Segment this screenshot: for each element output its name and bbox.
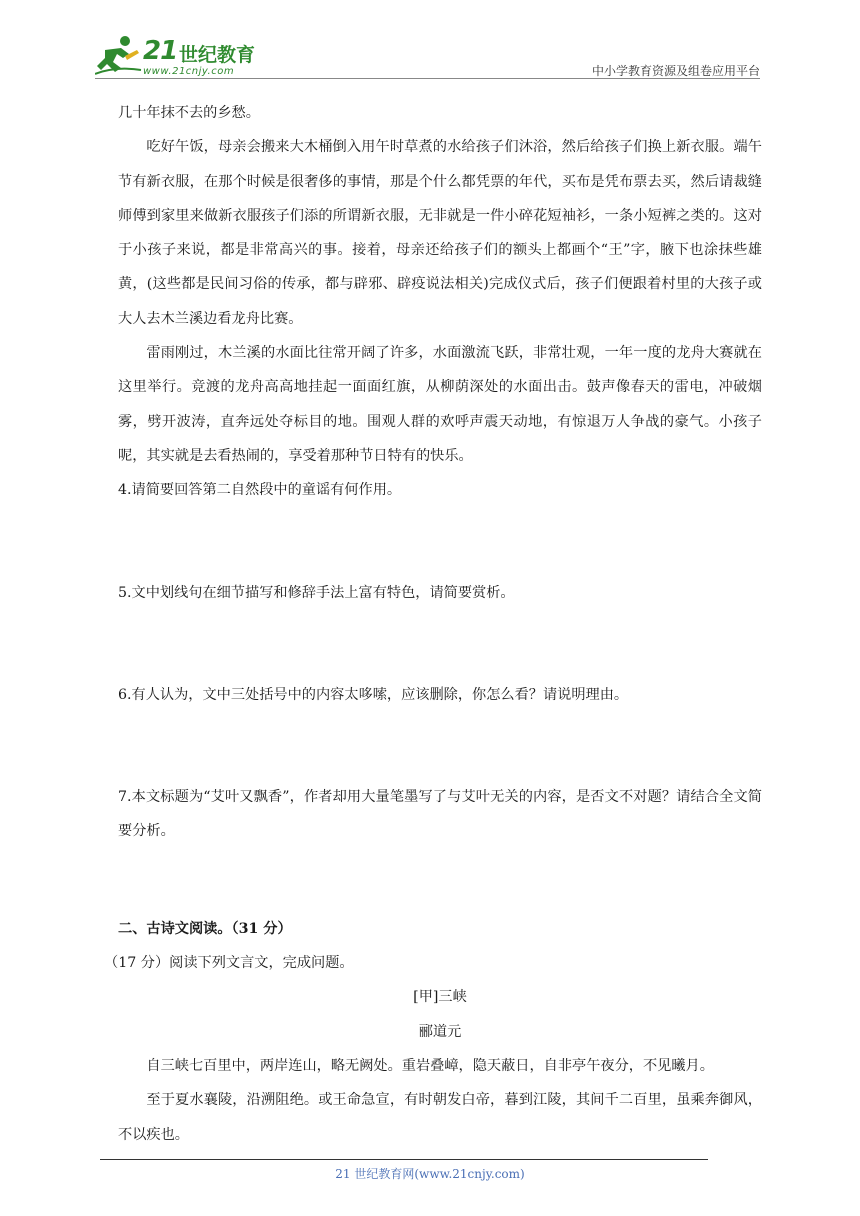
question-7: 7.本文标题为“艾叶又飘香”，作者却用大量笔墨写了与艾叶无关的内容，是否文不对题？请结合全文简要分析。	[118, 789, 762, 840]
paragraph: 自三峡七百里中，两岸连山，略无阙处。重岩叠嶂，隐天蔽日，自非亭午夜分，不见曦月。	[146, 1057, 714, 1074]
logo-number: 21	[143, 36, 178, 66]
logo-text: 世纪教育	[179, 44, 256, 66]
poem-title: [甲]三峡	[413, 989, 467, 1006]
logo	[95, 30, 265, 80]
paragraph: 至于夏水襄陵，沿溯阻绝。或王命急宣，有时朝发白帝，暮到江陵，其间千二百里，虽乘奔御风，不以疾也。	[118, 1092, 762, 1143]
section-title: 二、古诗文阅读。（31 分）	[118, 920, 292, 937]
paragraph: 几十年抹不去的乡愁。	[118, 105, 260, 121]
runner-logo-icon	[95, 34, 143, 76]
footer-divider	[100, 1159, 708, 1160]
question-4: 4.请简要回答第二自然段中的童谣有何作用。	[118, 482, 402, 499]
answer-space	[118, 610, 762, 678]
paragraph: 雷雨刚过，木兰溪的水面比往常开阔了许多，水面激流飞跃，非常壮观，一年一度的龙舟大赛就在这里举行。竞渡的龙舟高高地挂起一面面红旗，从柳荫深处的水面出击。鼓声像春天的雷电，冲破烟雾，劈开波涛，直奔远处夺标目的地。围观人群的欢呼声震天动地，有惊退万人争战的豪气。小孩子呢，其实就是去看热闹的，享受着那种节日特有的快乐。	[118, 345, 762, 464]
answer-space	[118, 508, 762, 576]
logo-url: www.21cnjy.com	[143, 66, 235, 77]
poem-author: 郦道元	[418, 1023, 462, 1040]
page-header	[95, 30, 760, 80]
header-divider	[95, 78, 760, 79]
answer-space	[118, 849, 762, 912]
footer-text: 21 世纪教育网(www.21cnjy.com)	[335, 1167, 525, 1181]
platform-name: 中小学教育资源及组卷应用平台	[591, 64, 760, 78]
document-body	[104, 96, 762, 1152]
question-6: 6.有人认为，文中三处括号中的内容太哆嗦，应该删除，你怎么看？请说明理由。	[118, 686, 629, 703]
section-intro: （17 分）阅读下列文言文，完成问题。	[104, 955, 354, 972]
paragraph: 吃好午饭，母亲会搬来大木桶倒入用午时草煮的水给孩子们沐浴，然后给孩子们换上新衣服。端午节有新衣服，在那个时候是很奢侈的事情，那是个什么都凭票的年代，买布是凭布票去买，然后请裁缝师傅到家里来做新衣服孩子们添的所谓新衣服，无非就是一件小碎花短袖衫，一条小短裤之类的。这对于小孩子来说，都是非常高兴的事。接着，母亲还给孩子们的额头上都画个“王”字，腋下也涂抹些雄黄，(这些都是民间习俗的传承，都与辟邪、辟疫说法相关)完成仪式后，孩子们便跟着村里的大孩子或大人去木兰溪边看龙舟比赛。	[118, 139, 762, 327]
question-5: 5.文中划线句在细节描写和修辞手法上富有特色，请简要赏析。	[118, 584, 515, 601]
answer-space	[118, 712, 762, 780]
